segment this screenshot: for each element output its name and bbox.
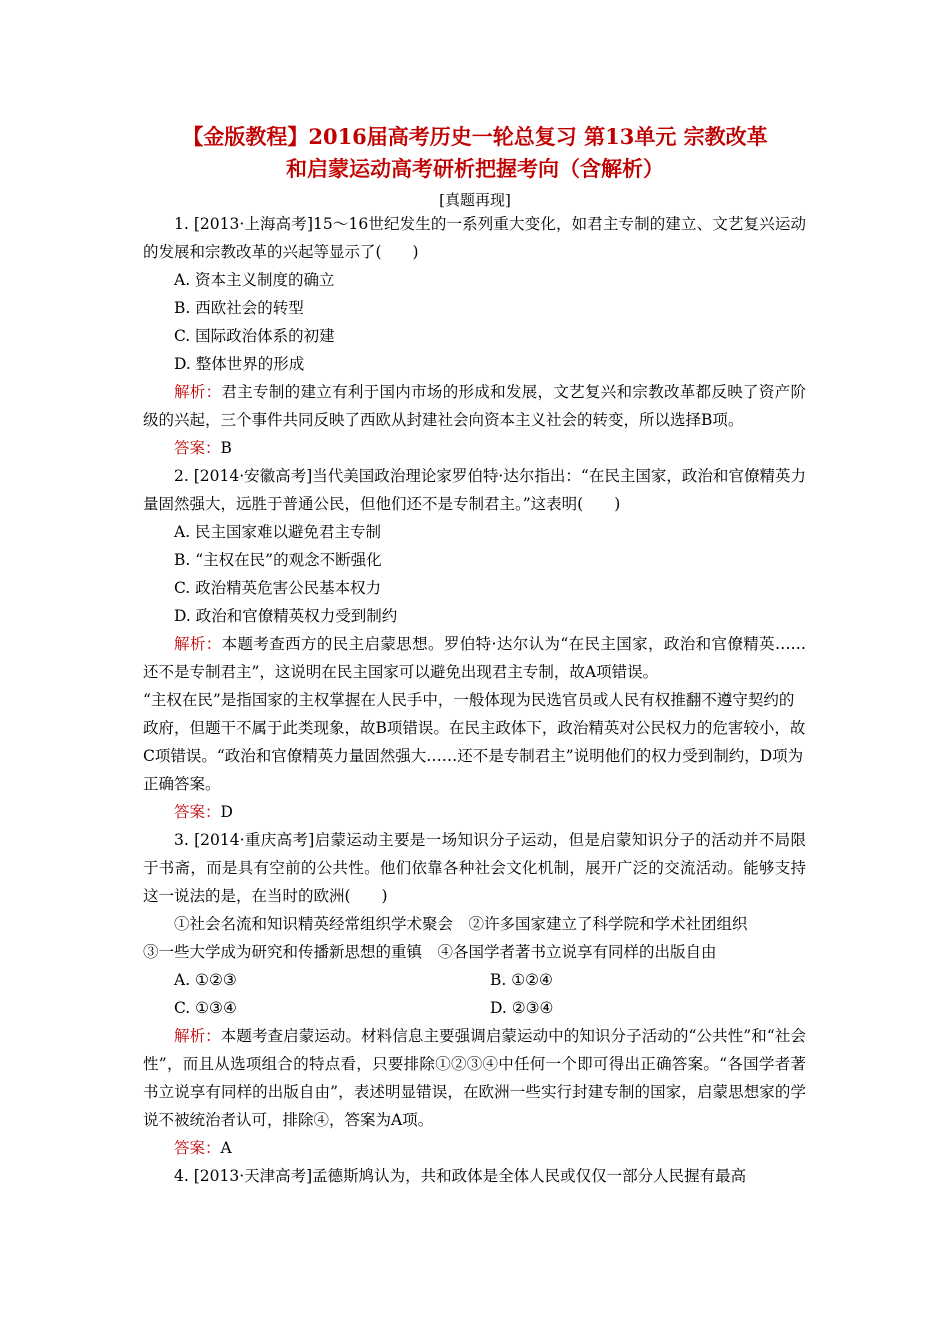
question-3-items-line2: ③一些大学成为研究和传播新思想的重镇 ④各国学者著书立说享有同样的出版自由 — [143, 943, 717, 961]
question-2-analysis — [143, 630, 806, 686]
question-2-option-d: D. 政治和官僚精英权力受到制约 — [174, 607, 398, 625]
question-2-option-b: B. “主权在民”的观念不断强化 — [174, 551, 382, 569]
question-3-items-line1: ①社会名流和知识精英经常组织学术聚会 ②许多国家建立了科学院和学术社团组织 — [174, 915, 748, 933]
question-3-option-d: D. ②③④ — [490, 999, 554, 1017]
question-3-analysis-text: 本题考查启蒙运动。材料信息主要强调启蒙运动中的知识分子活动的“公共性”和“社会性”，而且从选项组合的特点看，只要排除①②③④中任何一个即可得出正确答案。“各国学者著书立说享有同样的出版自由”，表述明显错误，在欧洲一些实行封建专制的国家，启蒙思想家的学说不被统治者认可，排除④，答案为A项。 — [143, 1027, 806, 1129]
document-title-line1: 【金版教程】2016届高考历史一轮总复习 第13单元 宗教改革 — [182, 124, 768, 149]
question-1-stem: 1. [2013·上海高考]15～16世纪发生的一系列重大变化，如君主专制的建立、文艺复兴运动的发展和宗教改革的兴起等显示了( ) — [143, 215, 806, 261]
question-3-answer-value: A — [220, 1139, 232, 1157]
question-2-option-c: C. 政治精英危害公民基本权力 — [174, 579, 382, 597]
question-4-stem: 4. [2013·天津高考]孟德斯鸠认为，共和政体是全体人民或仅仅一部分人民握有最高 — [174, 1167, 747, 1185]
question-2-analysis-text: 本题考查西方的民主启蒙思想。罗伯特·达尔认为“在民主国家，政治和官僚精英……还不是专制君主”，这说明在民主国家可以避免出现君主专制，故A项错误。 — [143, 635, 806, 681]
answer-label: 答案： — [174, 439, 221, 457]
question-3-options-row2 — [143, 994, 806, 1022]
question-3-option-a: A. ①②③ — [174, 971, 237, 989]
analysis-label: 解析： — [174, 1027, 221, 1045]
question-1-option-a: A. 资本主义制度的确立 — [174, 271, 335, 289]
question-1-answer-value: B — [220, 439, 232, 457]
question-2-analysis-continued: “主权在民”是指国家的主权掌握在人民手中，一般体现为民选官员或人民有权推翻不遵守契约的政府，但题干不属于此类现象，故B项错误。在民主政体下，政治精英对公民权力的危害较小，故C项错误。“政治和官僚精英力量固然强大……还不是专制君主”说明他们的权力受到制约，D项为正确答案。 — [143, 691, 806, 793]
analysis-label: 解析： — [174, 383, 222, 401]
question-1-analysis-text: 君主专制的建立有利于国内市场的形成和发展，文艺复兴和宗教改革都反映了资产阶级的兴起，三个事件共同反映了西欧从封建社会向资本主义社会的转变，所以选择B项。 — [143, 383, 806, 429]
question-2-stem: 2. [2014·安徽高考]当代美国政治理论家罗伯特·达尔指出：“在民主国家，政治和官僚精英力量固然强大，远胜于普通公民，但他们还不是专制君主。”这表明( ) — [143, 467, 806, 513]
question-3-answer — [143, 1134, 806, 1162]
document-body — [143, 210, 806, 1190]
question-1-option-b: B. 西欧社会的转型 — [174, 299, 304, 317]
question-1-answer — [143, 434, 806, 462]
question-1-analysis — [143, 378, 806, 434]
document-title-line2: 和启蒙运动高考研析把握考向（含解析） — [286, 156, 664, 181]
question-2-answer — [143, 798, 806, 826]
question-1-option-d: D. 整体世界的形成 — [174, 355, 305, 373]
question-2-answer-value: D — [220, 803, 233, 821]
question-1-option-c: C. 国际政治体系的初建 — [174, 327, 335, 345]
analysis-label: 解析： — [174, 635, 222, 653]
question-3-options-row1 — [143, 966, 806, 994]
question-3-stem: 3. [2014·重庆高考]启蒙运动主要是一场知识分子运动，但是启蒙知识分子的活动并不局限于书斋，而是具有空前的公共性。他们依靠各种社会文化机制，展开广泛的交流活动。能够支持这一说法的是，在当时的欧洲( ) — [143, 831, 806, 905]
question-3-option-b: B. ①②④ — [490, 971, 553, 989]
section-heading: [真题再现] — [439, 191, 511, 209]
answer-label: 答案： — [174, 803, 221, 821]
question-3-option-c: C. ①③④ — [174, 999, 237, 1017]
question-2-option-a: A. 民主国家难以避免君主专制 — [174, 523, 382, 541]
question-3-analysis — [143, 1022, 806, 1134]
answer-label: 答案： — [174, 1139, 221, 1157]
